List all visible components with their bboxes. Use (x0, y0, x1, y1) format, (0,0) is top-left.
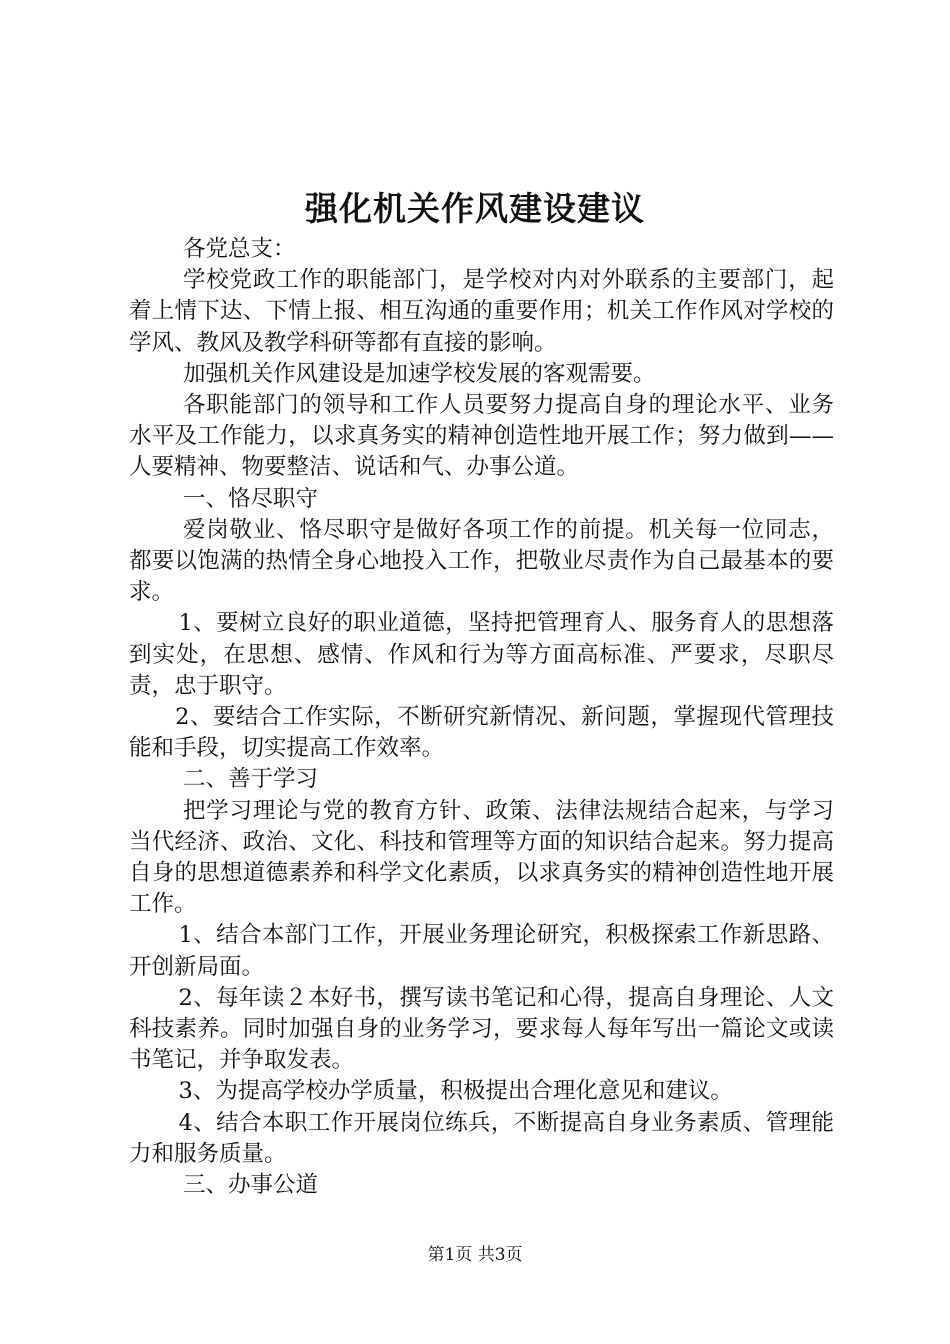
paragraph-intro: 学校党政工作的职能部门，是学校对内对外联系的主要部门，起着上情下达、下情上报、相互沟通的重要作用；机关工作作风对学校的学风、教风及教学科研等都有直接的影响。 (129, 267, 834, 356)
list-item-2-4: 4、结合本职工作开展岗位练兵，不断提高自身业务素质、管理能力和服务质量。 (129, 1109, 834, 1167)
list-item-2-1: 1、结合本部门工作，开展业务理论研究，积极探索工作新思路、开创新局面。 (129, 922, 834, 980)
document-body (129, 234, 834, 1201)
section-heading-3: 三、办事公道 (183, 1172, 319, 1199)
paragraph-section-1: 爱岗敬业、恪尽职守是做好各项工作的前提。机关每一位同志，都要以饱满的热情全身心地投入工作，把敬业尽责作为自己最基本的要求。 (129, 516, 834, 606)
list-item-1-2: 2、要结合工作实际，不断研究新情况、新问题，掌握现代管理技能和手段，切实提高工作效率。 (129, 704, 834, 762)
list-item-2-3: 3、为提高学校办学质量，积极提出合理化意见和建议。 (178, 1078, 733, 1105)
document-title: 强化机关作风建设建议 (305, 189, 645, 228)
list-item-1-1: 1、要树立良好的职业道德，坚持把管理育人、服务育人的思想落到实处，在思想、感情、作风和行为等方面高标准、严要求，尽职尽责，忠于职守。 (129, 610, 834, 699)
paragraph-need: 加强机关作风建设是加速学校发展的客观需要。 (183, 360, 656, 387)
list-item-2-2: 2、每年读２本好书，撰写读书笔记和心得，提高自身理论、人文科技素养。同时加强自身的业务学习，要求每人每年写出一篇论文或读书笔记，并争取发表。 (129, 984, 834, 1074)
paragraph-section-2: 把学习理论与党的教育方针、政策、法律法规结合起来，与学习当代经济、政治、文化、科技和管理等方面的知识结合起来。努力提高自身的思想道德素养和科学文化素质，以求真务实的精神创造性地开展工作。 (129, 797, 834, 918)
salutation: 各党总支： (183, 236, 296, 262)
paragraph-requirement: 各职能部门的领导和工作人员要努力提高自身的理论水平、业务水平及工作能力，以求真务实的精神创造性地开展工作；努力做到——人要精神、物要整洁、说话和气、办事公道。 (129, 392, 834, 481)
section-heading-2: 二、善于学习 (183, 766, 319, 793)
page-footer: 第1页 共3页 (427, 1245, 523, 1265)
section-heading-1: 一、恪尽职守 (183, 485, 319, 512)
